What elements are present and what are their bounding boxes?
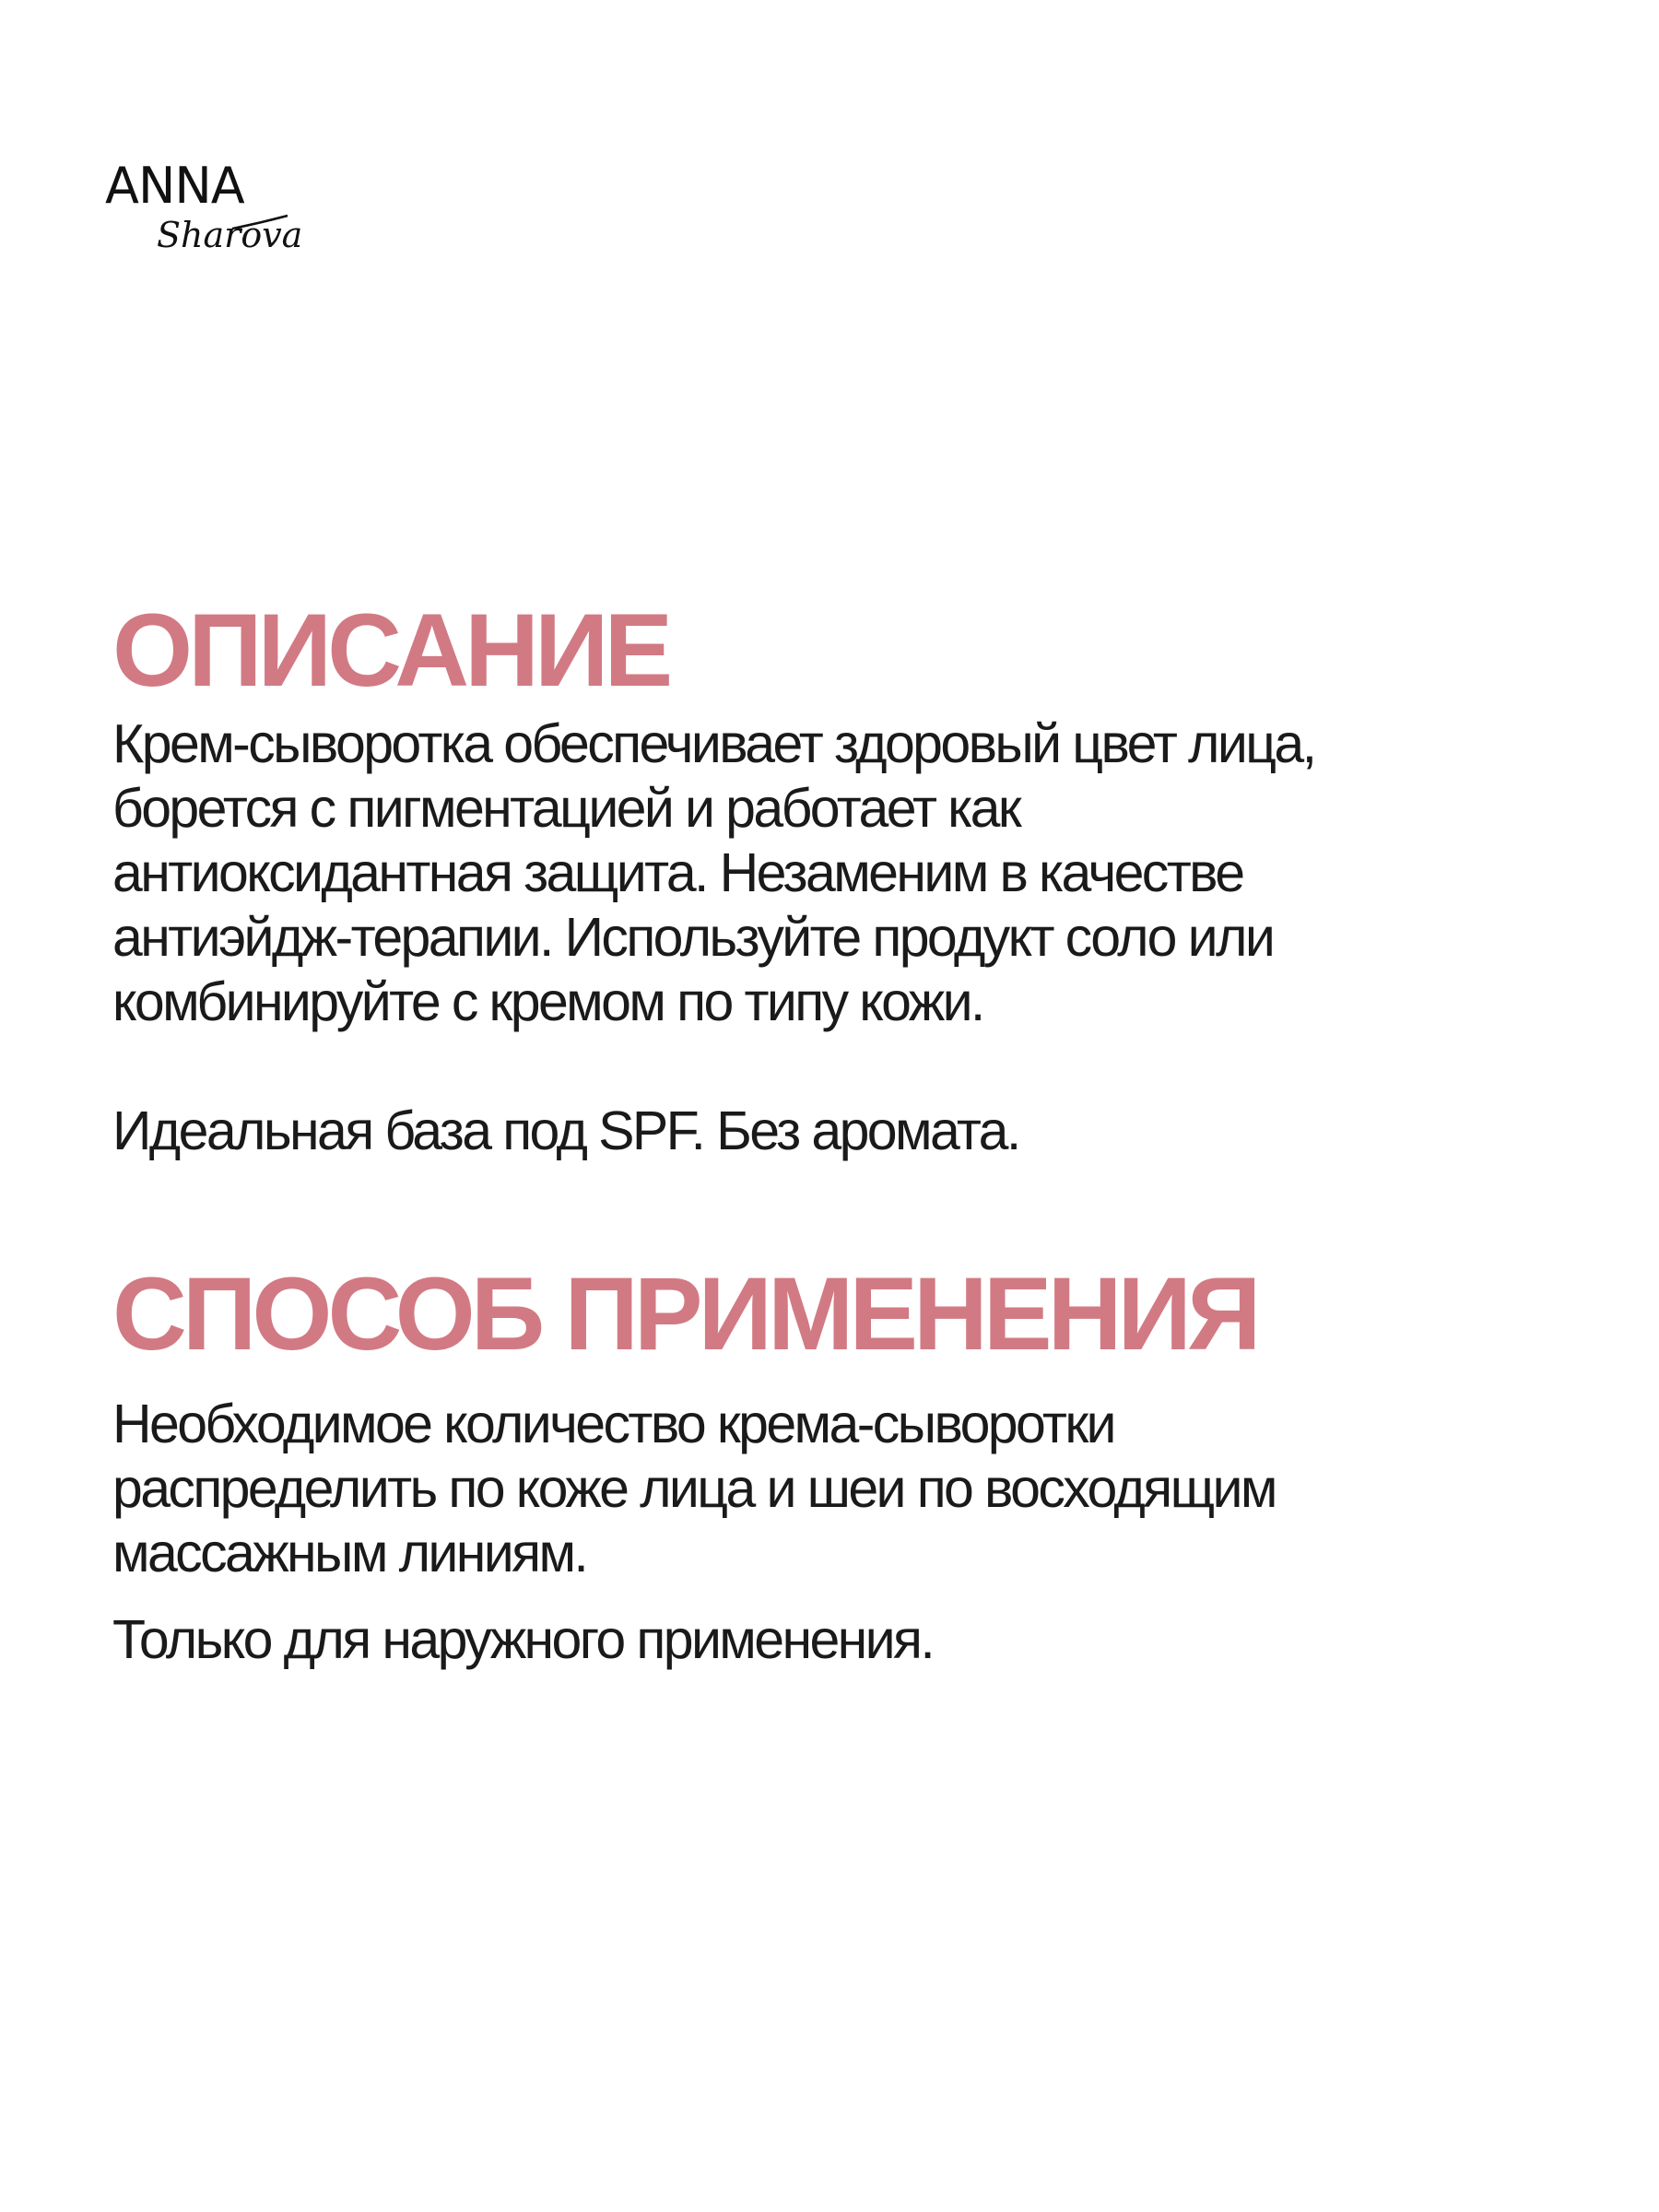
usage-body <box>112 1392 1550 1585</box>
usage-line: распределить по коже лица и шеи по восходящим <box>112 1458 1276 1519</box>
logo-word-anna: ANNA <box>105 157 244 215</box>
description-line: комбинируйте с кремом по типу кожи. <box>112 971 983 1032</box>
description-section <box>112 593 1550 1163</box>
description-note: Идеальная база под SPF. Без аромата. <box>112 1100 1019 1161</box>
logo-word-sharova: Sharova <box>157 215 303 255</box>
description-line: борется с пигментацией и работает как <box>112 778 1020 839</box>
description-body <box>112 712 1550 1034</box>
usage-line: Необходимое количество крема-сыворотки <box>112 1394 1114 1454</box>
description-line: антиоксидантная защита. Незаменим в качестве <box>112 842 1243 903</box>
description-line: антиэйдж-терапии. Используйте продукт соло или <box>112 907 1274 968</box>
usage-note: Только для наружного применения. <box>112 1609 934 1670</box>
description-line: Крем-сыворотка обеспечивает здоровый цвет лица, <box>112 713 1315 774</box>
description-heading: ОПИСАНИЕ <box>112 593 669 708</box>
usage-heading: СПОСОБ ПРИМЕНЕНИЯ <box>112 1256 1257 1371</box>
usage-line: массажным линиям. <box>112 1523 587 1583</box>
brand-logo <box>103 138 306 295</box>
usage-section <box>112 1256 1550 1672</box>
brand-logo-mark <box>103 138 306 295</box>
